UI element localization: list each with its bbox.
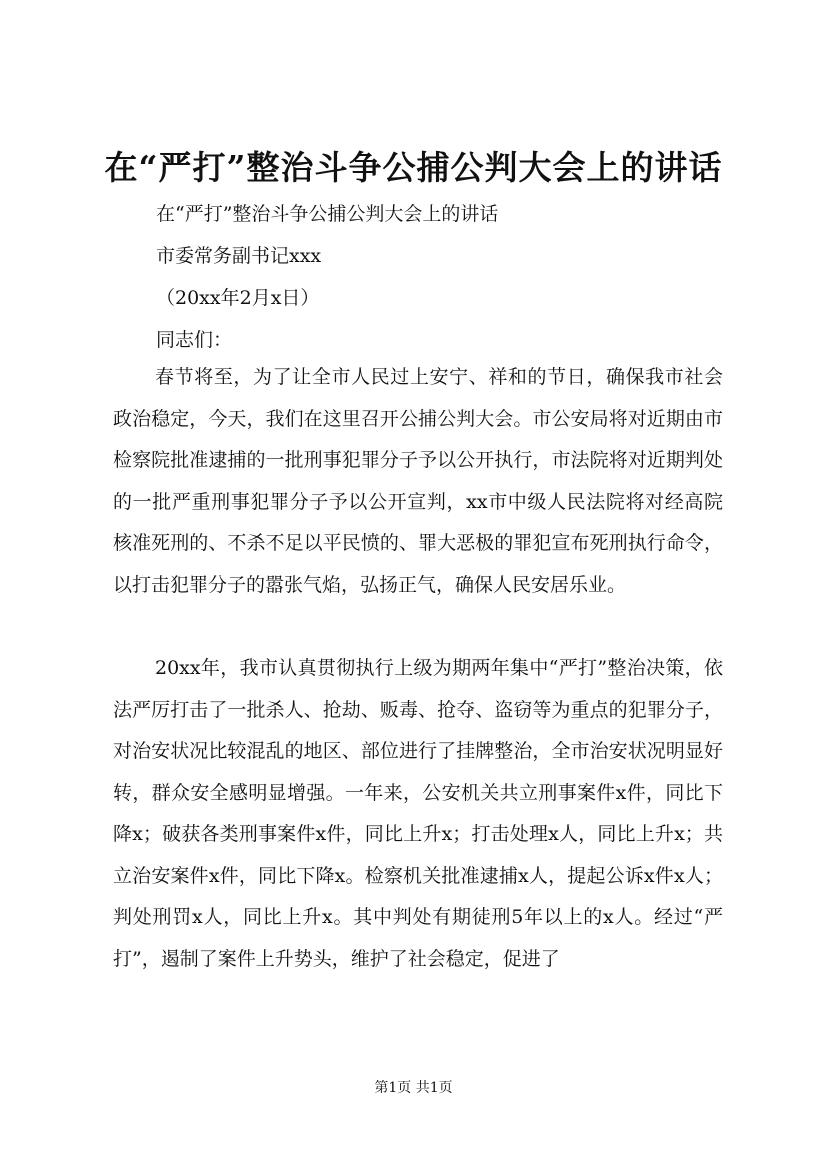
speaker-line: 市委常务副书记xxx (156, 245, 322, 267)
document-title: 在“严打”整治斗争公捕公判大会上的讲话 (104, 148, 723, 187)
page-number-footer: 第1页 共1页 (374, 1080, 453, 1096)
salutation: 同志们： (156, 329, 233, 351)
date-line: （20xx年2月x日） (156, 287, 320, 309)
document-subtitle: 在“严打”整治斗争公捕公判大会上的讲话 (156, 203, 499, 225)
body-paragraph: 春节将至，为了让全市人民过上安宁、祥和的节日，确保我市社会政治稳定，今天，我们在这里召开公捕公判大会。市公安局将对近期由市检察院批准逮捕的一批刑事犯罪分子予以公开执行，市法院将对近期判处的一批严重刑事犯罪分子予以公开宣判，xx市中级人民法院将对经高院核准死刑的、不杀不足以平民愤的、罪大恶极的罪犯宣布死刑执行命令，以打击犯罪分子的嚣张气焰，弘扬正气，确保人民安居乐业。 (113, 366, 723, 596)
body-paragraph: 20xx年，我市认真贯彻执行上级为期两年集中“严打”整治决策，依法严厉打击了一批杀人、抢劫、贩毒、抢夺、盗窃等为重点的犯罪分子，对治安状况比较混乱的地区、部位进行了挂牌整治，全市治安状况明显好转，群众安全感明显增强。一年来，公安机关共立刑事案件x件，同比下降x；破获各类刑事案件x件，同比上升x；打击处理x人，同比上升x；共立治安案件x件，同比下降x。检察机关批准逮捕x人，提起公诉x件x人；判处刑罚x人，同比上升x。其中判处有期徒刑5年以上的x人。经过“严打”，遏制了案件上升势头，维护了社会稳定，促进了 (113, 657, 723, 970)
